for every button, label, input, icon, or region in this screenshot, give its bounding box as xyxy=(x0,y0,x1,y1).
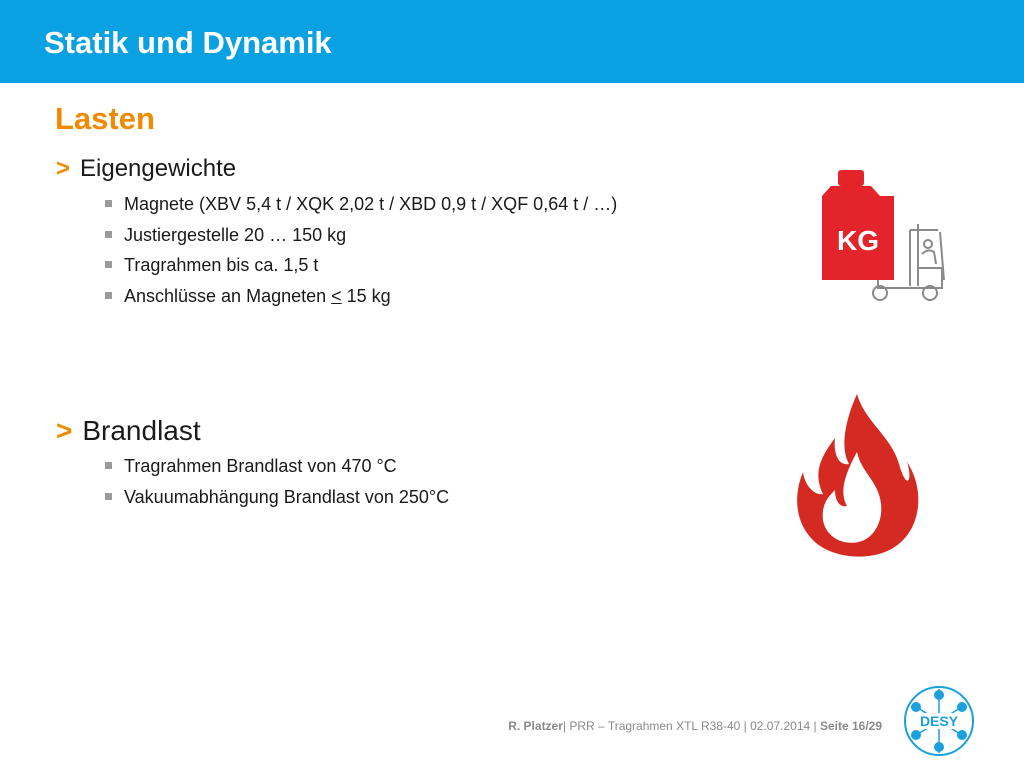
footer-author: R. Platzer xyxy=(508,719,563,733)
bullet-item: Tragrahmen Brandlast von 470 °C xyxy=(104,451,449,482)
section-heading-eigengewichte xyxy=(56,154,236,184)
section-marker: > xyxy=(56,415,73,446)
section-heading-text: Brandlast xyxy=(82,415,201,446)
title-bar xyxy=(0,0,1024,83)
bullet-item: Magnete (XBV 5,4 t / XQK 2,02 t / XBD 0,9 t / XQF 0,64 t / …) xyxy=(104,189,617,220)
weight-label: KG xyxy=(837,225,879,256)
bullet-item: Tragrahmen bis ca. 1,5 t xyxy=(104,250,617,281)
section-marker: > xyxy=(56,155,71,182)
less-equal-symbol: < xyxy=(331,285,342,306)
slide-subtitle: Lasten xyxy=(55,101,155,136)
footer-project: | PRR – Tragrahmen XTL R38-40 | 02.07.2014 | xyxy=(562,719,820,733)
weight-forklift-icon xyxy=(818,168,950,306)
bullet-item: Vakuumabhängung Brandlast von 250°C xyxy=(104,482,449,513)
section-heading-text: Eigengewichte xyxy=(80,155,237,182)
bullet-item xyxy=(104,281,617,312)
bullet-text: 15 kg xyxy=(341,285,391,306)
flame-icon xyxy=(795,392,920,557)
footer-page: Seite 16/29 xyxy=(819,719,882,733)
logo-text: DESY xyxy=(919,713,959,729)
bullet-list-brandlast xyxy=(104,451,449,512)
footer-text xyxy=(508,718,882,734)
bullet-list-eigengewichte xyxy=(104,189,617,311)
slide-title: Statik und Dynamik xyxy=(44,25,332,60)
section-heading-brandlast xyxy=(56,414,201,448)
desy-logo xyxy=(903,685,975,757)
bullet-text: Anschlüsse an Magneten xyxy=(124,285,332,306)
bullet-item: Justiergestelle 20 … 150 kg xyxy=(104,220,617,251)
